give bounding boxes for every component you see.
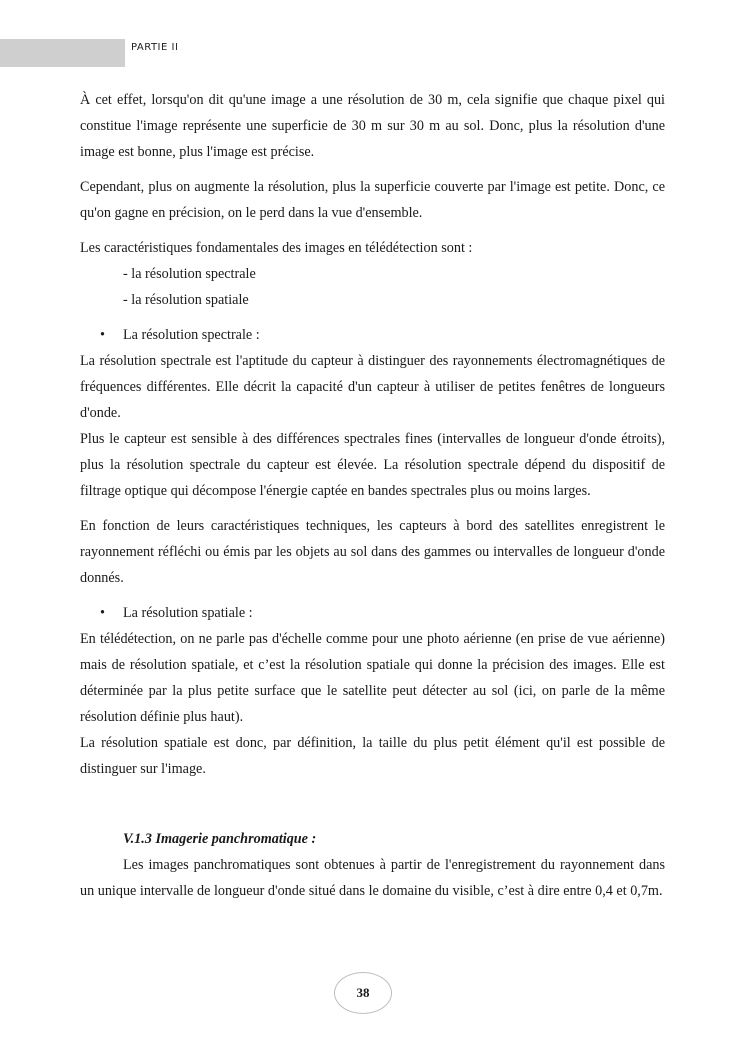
bullet-spatial (80, 600, 665, 626)
bullet-spectral (80, 322, 665, 348)
paragraph-1: À cet effet, lorsqu'on dit qu'une image a une résolution de 30 m, cela signifie que chaque pixel qui constitue l'image représente une superficie de 30 m sur 30 m au sol. Donc, plus la résolution d'une image est bonne, plus l'image est précise. (80, 92, 665, 160)
bullet-label: La résolution spatiale : (123, 605, 253, 621)
bullet-label: La résolution spectrale : (123, 327, 260, 343)
page-number: 38 (334, 972, 392, 1014)
paragraph-3: Les caractéristiques fondamentales des images en télédétection sont : (80, 240, 473, 256)
section-header: PARTIE II (131, 42, 179, 53)
paragraph-7: En télédétection, on ne parle pas d'échelle comme pour une photo aérienne (en prise de vue aérienne) mais de résolution spatiale, et c’est la résolution spatiale qui donne la précision des images. Elle est déterminée par la plus petite surface que le satellite peut détecter au sol (ici, on parle de la même résolution définie plus haut). (80, 631, 665, 725)
paragraph-8: La résolution spatiale est donc, par définition, la taille du plus petit élément qu'il est possible de distinguer sur l'image. (80, 735, 665, 777)
paragraph-2: Cependant, plus on augmente la résolution, plus la superficie couverte par l'image est petite. Donc, ce qu'on gagne en précision, on le perd dans la vue d'ensemble. (80, 179, 665, 221)
paragraph-9: Les images panchromatiques sont obtenues à partir de l'enregistrement du rayonnement dans un unique intervalle de longueur d'onde situé dans le domaine du visible, c’est à dire entre 0,4 et 0,7m. (80, 857, 665, 899)
bullet-icon: • (100, 605, 105, 621)
bullet-icon: • (100, 327, 105, 343)
section-title: V.1.3 Imagerie panchromatique : (123, 831, 317, 847)
paragraph-5: Plus le capteur est sensible à des différences spectrales fines (intervalles de longueur d'onde étroits), plus la résolution spectrale du capteur est élevée. La résolution spectrale dépend du dispositif de filtrage optique qui décompose l'énergie captée en bandes spectrales plus ou moins larges. (80, 431, 665, 499)
paragraph-4: La résolution spectrale est l'aptitude du capteur à distinguer des rayonnements électromagnétiques de fréquences différentes. Elle décrit la capacité d'un capteur à utiliser de petites fenêtres de longueurs d'onde. (80, 353, 665, 421)
header-bar (0, 39, 125, 67)
list-item: - la résolution spatiale (123, 292, 249, 308)
paragraph-6: En fonction de leurs caractéristiques techniques, les capteurs à bord des satellites enregistrent le rayonnement réfléchi ou émis par les objets au sol dans des gammes ou intervalles de longueur d'onde donnés. (80, 518, 665, 586)
list-item: - la résolution spectrale (123, 266, 256, 282)
page-content (80, 87, 665, 904)
